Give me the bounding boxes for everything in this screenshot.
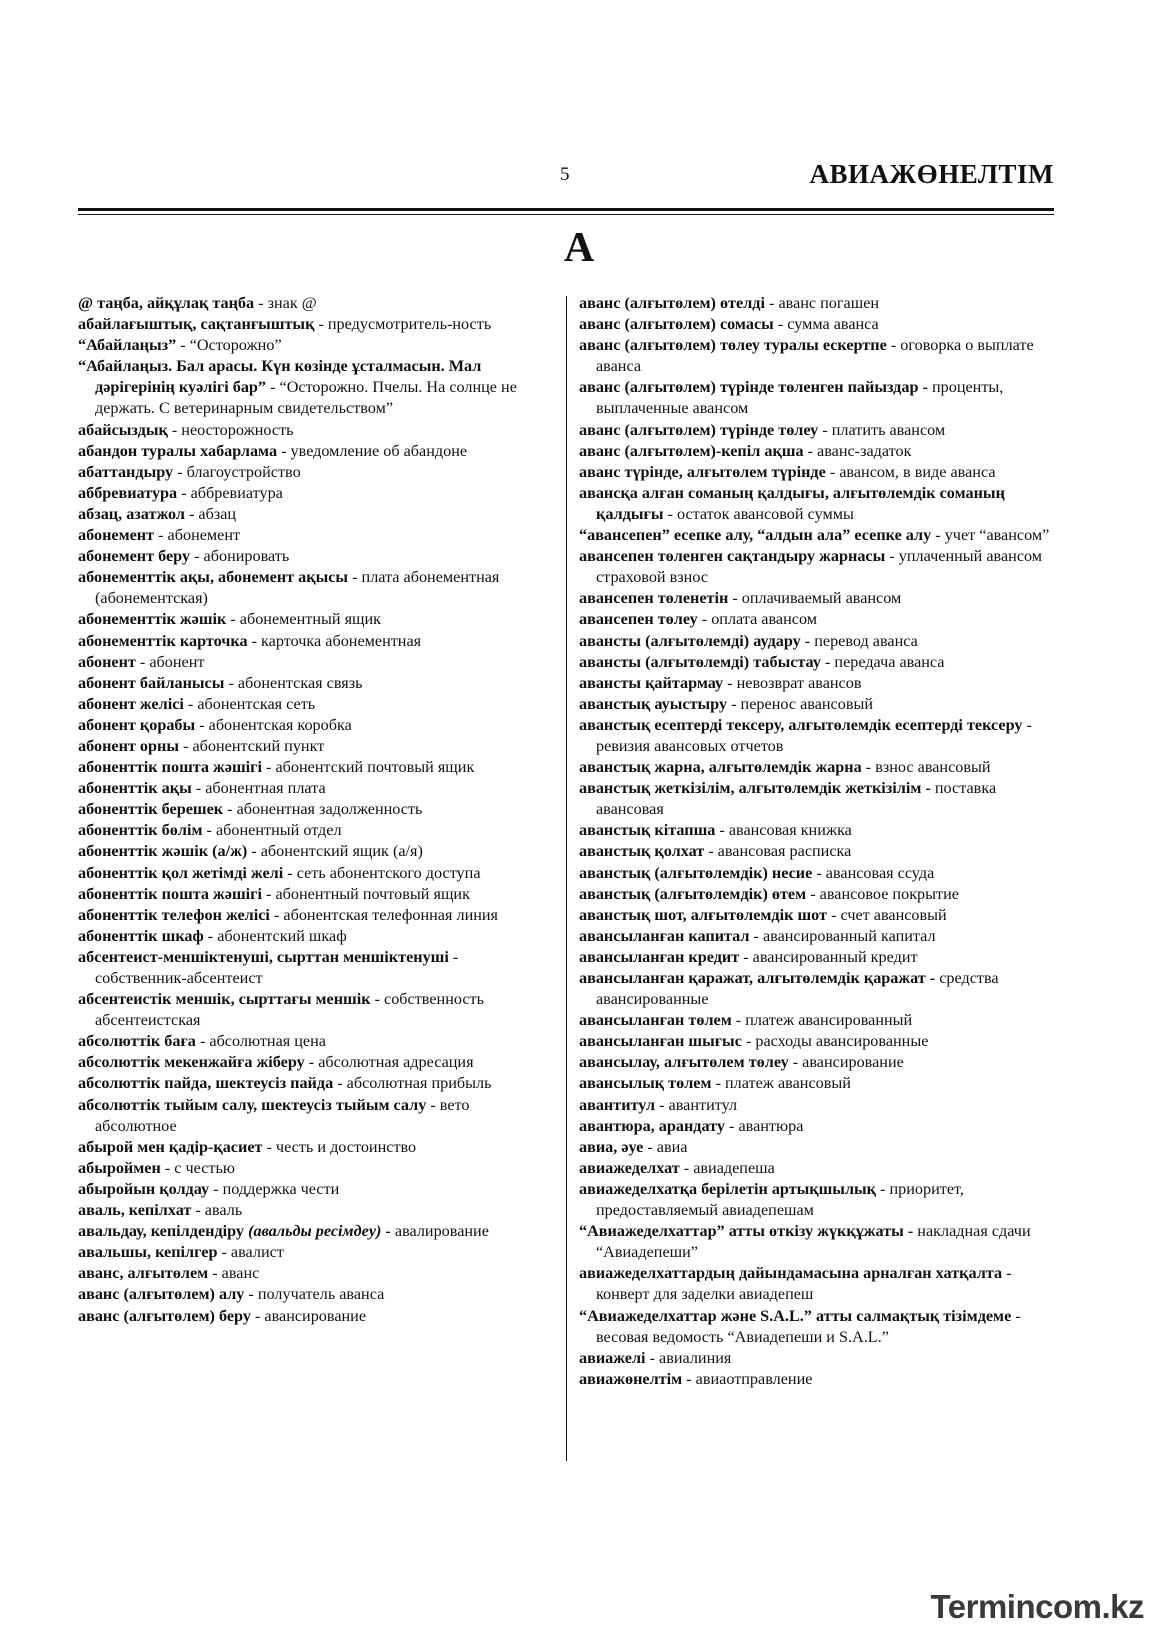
entry-headword: аванс (алғытөлем)-кепіл ақша: [579, 441, 804, 460]
dictionary-entry: [78, 420, 550, 441]
entry-headword: абыройын қолдау: [78, 1179, 210, 1198]
entry-headword: абонент орны: [78, 736, 179, 755]
entry-translation: накладная сдачи “Авиадепеши”: [596, 1222, 1031, 1262]
page-number: 5: [560, 164, 570, 185]
dictionary-entry: [78, 504, 550, 525]
dictionary-entry: [579, 1369, 1055, 1390]
dictionary-entry: [579, 546, 1055, 588]
entry-translation: - аваль: [191, 1201, 243, 1220]
dictionary-entry: [78, 1158, 550, 1179]
entry-headword: аванс (алғытөлем) беру: [78, 1306, 251, 1325]
entry-headword: абайсыздық: [78, 420, 168, 439]
dictionary-entry: [579, 1031, 1055, 1052]
entry-translation: - уведомление об абандоне: [277, 441, 468, 460]
dictionary-entry: [78, 652, 550, 673]
entry-translation: - перенос авансовый: [727, 694, 874, 713]
entry-translation: - абсолютная прибыль: [333, 1074, 492, 1093]
dictionary-entry: [78, 293, 550, 314]
dictionary-entry: [78, 1073, 550, 1094]
entry-translation: - абонировать: [190, 547, 290, 566]
dictionary-entry: [78, 799, 550, 820]
entry-translation: - знак @: [254, 294, 317, 312]
entry-translation: - абонентская телефонная линия: [269, 905, 499, 924]
entry-headword: авиажеделхат: [579, 1158, 680, 1177]
dictionary-entry: [78, 1052, 550, 1073]
entry-translation: - авансирование: [250, 1306, 367, 1325]
entry-translation: - авиа: [643, 1137, 688, 1156]
watermark-logo: Termincom.kz: [930, 1588, 1144, 1625]
entry-headword: абоненттік шкаф: [78, 926, 204, 945]
entry-headword: аванс (алғытөлем) түрінде төлеу: [579, 420, 819, 439]
dictionary-entry: [579, 483, 1055, 525]
entry-headword: абонент қорабы: [78, 715, 196, 734]
dictionary-entry: [78, 1221, 550, 1242]
entry-headword: авиажелі: [579, 1348, 646, 1367]
entry-headword: аванстық (алғытөлемдік) несие: [579, 863, 813, 882]
entry-translation: - абонентская связь: [224, 673, 363, 692]
entry-translation: - абонентский пункт: [178, 736, 325, 755]
entry-translation: - абонентный отдел: [202, 821, 342, 840]
entry-translation: - абонентский почтовый ящик: [262, 758, 475, 777]
entry-headword: авиажеделхатқа берілетін артықшылық: [579, 1179, 876, 1198]
dictionary-entry: [579, 1348, 1055, 1369]
dictionary-entry: [78, 483, 550, 504]
dictionary-entry: [78, 989, 550, 1031]
entry-headword: абонент желісі: [78, 694, 184, 713]
entry-headword: абсентеистік меншік, сырттағы меншік: [78, 990, 371, 1009]
entry-translation: - весовая ведомость “Авиадепеши и S.A.L.”: [596, 1306, 1021, 1346]
running-head: АВИАЖӨНЕЛТІМ: [809, 159, 1054, 189]
dictionary-entry: [78, 757, 550, 778]
entry-translation: - авалист: [217, 1243, 284, 1262]
entry-headword: (авальды ресімдеу): [248, 1222, 382, 1241]
left-column: [78, 293, 550, 1327]
entry-translation: - “Осторожно. Пчелы. На солнце не держать. С ветеринарным свидетельством”: [95, 378, 517, 418]
dictionary-entry: [579, 778, 1055, 820]
entry-translation: - передача аванса: [820, 652, 945, 671]
entry-translation: - перевод аванса: [800, 631, 918, 650]
entry-translation: - собственность абсентеистская: [95, 990, 485, 1030]
entry-headword: @ таңба, айқұлақ таңба: [78, 294, 255, 312]
entry-headword: авансыланған шығыс: [579, 1032, 742, 1051]
dictionary-entry: [78, 1179, 550, 1200]
entry-headword: аваль, кепілхат: [78, 1201, 192, 1220]
dictionary-entry: [78, 841, 550, 862]
entry-translation: - абонент: [135, 652, 205, 671]
entry-translation: - сеть абонентского доступа: [283, 863, 481, 882]
dictionary-entry: [579, 293, 1055, 314]
entry-headword: авансылау, алғытөлем төлеу: [579, 1053, 789, 1072]
dictionary-entry: [579, 1052, 1055, 1073]
dictionary-entry: [579, 1179, 1055, 1221]
entry-headword: авальдау, кепілдендіру: [78, 1222, 249, 1241]
entry-translation: - с честью: [160, 1158, 235, 1177]
entry-translation: - абонентный почтовый ящик: [262, 884, 470, 903]
dictionary-entry: [579, 905, 1055, 926]
entry-translation: - благоустройство: [173, 462, 301, 481]
dictionary-entry: [579, 377, 1055, 419]
entry-translation: - расходы авансированные: [741, 1032, 929, 1051]
entry-headword: абоненттік телефон желісі: [78, 905, 270, 924]
entry-headword: абсентеист-меншіктенуші, сырттан меншіктенуші: [78, 947, 449, 966]
dictionary-entry: [78, 905, 550, 926]
entry-translation: - невозврат авансов: [723, 673, 862, 692]
entry-headword: аванстық жеткізілім, алғытөлемдік жеткізілім -: [579, 779, 935, 798]
entry-translation: - авиаотправление: [682, 1369, 813, 1388]
entry-headword: аванс (алғытөлем) сомасы: [579, 315, 774, 334]
header-rule-thin: [78, 214, 1054, 215]
entry-headword: аванстық есептерді тексеру, алғытөлемдік есептерді тексеру: [579, 715, 1023, 734]
entry-headword: абонементтік жәшік: [78, 610, 227, 629]
entry-translation: - абзац: [184, 504, 237, 523]
entry-translation: - получатель аванса: [244, 1285, 385, 1304]
entry-headword: авансты (алғытөлемді) табыстау: [579, 652, 821, 671]
entry-translation: - платить авансом: [818, 420, 946, 439]
entry-headword: авансыланған қаражат, алғытөлемдік қаражат -: [579, 969, 940, 987]
entry-headword: аванстық шот, алғытөлемдік шот: [579, 905, 827, 924]
column-divider: [566, 296, 567, 1461]
entry-headword: абоненттік берешек: [78, 800, 224, 819]
dictionary-entry: [579, 947, 1055, 968]
entry-headword: абандон туралы хабарлама: [78, 441, 278, 460]
entry-headword: абырой мен қадір-қасиет: [78, 1137, 263, 1156]
entry-headword: авансепен төленетін: [579, 589, 729, 608]
dictionary-entry: [78, 546, 550, 567]
entry-translation: - авансовое покрытие: [806, 884, 959, 903]
dictionary-entry: [78, 335, 550, 356]
entry-headword: абонент: [78, 652, 136, 671]
entry-translation: - авансовая ссуда: [812, 863, 935, 882]
entry-translation: - остаток авансовой суммы: [663, 504, 854, 523]
entry-headword: аванстық жарна, алғытөлемдік жарна: [579, 758, 862, 777]
entry-translation: - абонентная задолженность: [223, 800, 423, 819]
entry-headword: абзац, азатжол: [78, 504, 185, 523]
dictionary-entry: [579, 926, 1055, 947]
entry-translation: авалирование: [394, 1222, 489, 1241]
entry-headword: авансқа алған соманың қалдығы, алғытөлемдік соманың қалдығы: [579, 483, 1005, 523]
entry-headword: аванстық қолхат: [579, 842, 705, 861]
entry-headword: авиа, әуе: [579, 1137, 644, 1156]
dictionary-entry: [579, 441, 1055, 462]
dictionary-entry: [579, 863, 1055, 884]
dictionary-entry: [78, 462, 550, 483]
dictionary-entry: [78, 926, 550, 947]
dictionary-entry: [579, 1306, 1055, 1348]
entry-translation: - платеж авансовый: [711, 1074, 851, 1093]
entry-headword: авальшы, кепілгер: [78, 1243, 218, 1262]
entry-translation: - аббревиатура: [177, 483, 283, 502]
entry-headword: “Авиажеделхаттар және S.A.L.” атты салмақтық тізімдеме: [579, 1306, 1012, 1325]
dictionary-entry: [78, 314, 550, 335]
entry-headword: абайлағыштық, сақтанғыштық: [78, 315, 315, 334]
entry-translation: - авиалиния: [645, 1348, 732, 1367]
entry-translation: - авансовая расписка: [704, 842, 852, 861]
entry-translation: - оплата авансом: [697, 610, 817, 629]
entry-headword: аванстық кітапша: [579, 821, 716, 840]
entry-translation: - абонентная плата: [191, 779, 326, 798]
dictionary-entry: [579, 820, 1055, 841]
dictionary-entry: [579, 1073, 1055, 1094]
dictionary-entry: [579, 1263, 1055, 1305]
entry-headword: аванстық ауыстыру: [579, 694, 728, 713]
entry-translation: - взнос авансовый: [861, 758, 991, 777]
dictionary-entry: [78, 609, 550, 630]
entry-headword: аванс (алғытөлем) алу: [78, 1285, 245, 1304]
entry-headword: аванс түрінде, алғытөлем түрінде: [579, 462, 826, 481]
entry-headword: абсолюттік мекенжайға жіберу: [78, 1053, 305, 1072]
dictionary-entry: [579, 314, 1055, 335]
entry-headword: аванс (алғытөлем) өтелді: [579, 294, 765, 312]
entry-headword: аванс (алғытөлем) түрінде төленген пайыздар -: [579, 378, 932, 397]
dictionary-entry: [78, 1306, 550, 1327]
entry-headword: авиажөнелтім: [579, 1369, 683, 1388]
dictionary-entry: [78, 631, 550, 652]
entry-translation: - авиадепеша: [679, 1158, 775, 1177]
dictionary-entry: [78, 1137, 550, 1158]
entry-translation: - платеж авансированный: [731, 1011, 913, 1030]
entry-headword: авансепен төлеу: [579, 610, 698, 629]
entry-translation: средства авансированные: [596, 969, 999, 1009]
dictionary-entry: [579, 968, 1055, 1010]
dictionary-entry: [579, 1010, 1055, 1031]
entry-translation: - авансовая книжка: [715, 821, 852, 840]
dictionary-entry: [78, 715, 550, 736]
entry-headword: аванс (алғытөлем) төлеу туралы ескертпе: [579, 336, 887, 355]
entry-headword: авансты (алғытөлемді) аудару: [579, 631, 801, 650]
entry-headword: абоненттік қол жетімді желі: [78, 863, 284, 882]
dictionary-entry: [78, 778, 550, 799]
dictionary-entry: [78, 947, 550, 989]
section-letter: А: [563, 225, 595, 271]
entry-headword: абыроймен: [78, 1158, 161, 1177]
entry-translation: поставка авансовая: [596, 779, 997, 819]
entry-translation: - сумма аванса: [773, 315, 879, 334]
entry-translation: - аванс-задаток: [803, 441, 912, 460]
dictionary-entry: [579, 525, 1055, 546]
entry-headword: абоненттік пошта жәшігі: [78, 758, 262, 777]
entry-headword: абоненттік ақы: [78, 779, 192, 798]
entry-headword: абаттандыру: [78, 462, 174, 481]
dictionary-entry: [579, 1158, 1055, 1179]
entry-translation: - авансированный капитал: [749, 926, 936, 945]
entry-headword: авансепен төленген сақтандыру жарнасы: [579, 547, 886, 566]
dictionary-entry: [579, 609, 1055, 630]
entry-translation: - авансирование: [788, 1053, 904, 1072]
entry-translation: - ревизия авансовых отчетов: [596, 715, 1032, 755]
dictionary-entry: [579, 462, 1055, 483]
entry-translation: - предусмотритель-ность: [314, 315, 492, 334]
entry-headword: абонементтік ақы, абонемент ақысы: [78, 568, 349, 587]
dictionary-entry: [78, 1095, 550, 1137]
right-column: [579, 293, 1055, 1390]
dictionary-entry: [78, 673, 550, 694]
dictionary-entry: [78, 1200, 550, 1221]
entry-headword: “Абайлаңыз. Бал арасы. Күн көзінде ұсталмасын. Мал дәрігерінің куәлігі бар”: [78, 357, 482, 397]
entry-headword: аванс, алғытөлем: [78, 1264, 209, 1283]
dictionary-entry: [78, 884, 550, 905]
dictionary-entry: [579, 757, 1055, 778]
dictionary-entry: [78, 863, 550, 884]
dictionary-entry: [78, 567, 550, 609]
entry-translation: - абонементный ящик: [226, 610, 382, 629]
entry-headword: абонемент: [78, 526, 155, 545]
entry-headword: “авансепен” есепке алу, “алдын ала” есепке алу: [579, 526, 932, 545]
entry-headword: авантюра, арандату: [579, 1116, 725, 1135]
entry-headword: абсолюттік пайда, шектеусіз пайда: [78, 1074, 334, 1093]
entry-headword: “Авиажеделхаттар” атты өткізу жүкқұжаты -: [579, 1222, 918, 1241]
entry-translation: - плата абонементная (абонементская): [95, 568, 500, 608]
entry-translation: проценты, выплаченные авансом: [596, 378, 1004, 418]
dictionary-entry: [579, 715, 1055, 757]
dictionary-entry: [78, 694, 550, 715]
entry-headword: авантитул: [579, 1095, 656, 1114]
dictionary-entry: [78, 1263, 550, 1284]
entry-translation: - вето абсолютное: [95, 1095, 470, 1135]
entry-translation: - абонентский ящик (а/я): [247, 842, 423, 861]
dictionary-entry: [78, 1242, 550, 1263]
entry-headword: авансты қайтармау: [579, 673, 724, 692]
entry-headword: аванстық (алғытөлемдік) өтем: [579, 884, 807, 903]
entry-translation: - авантюра: [724, 1116, 804, 1135]
entry-translation: - уплаченный авансом страховой взнос: [596, 547, 1043, 587]
entry-translation: - неосторожность: [167, 420, 294, 439]
dictionary-entry: [579, 884, 1055, 905]
entry-translation: - абсолютная цена: [195, 1032, 326, 1051]
dictionary-entry: [78, 525, 550, 546]
entry-translation: - абонентский шкаф: [203, 926, 347, 945]
entry-translation: - аванс погашен: [764, 294, 880, 312]
dictionary-entry: [579, 1137, 1055, 1158]
entry-translation: - “Осторожно”: [176, 336, 282, 355]
dictionary-entry: [579, 1221, 1055, 1263]
dictionary-entry: [78, 356, 550, 419]
entry-headword: “Абайлаңыз”: [78, 336, 177, 355]
header-rule-thick: [78, 208, 1054, 211]
dictionary-entry: [78, 441, 550, 462]
entry-translation: - учет “авансом”: [931, 526, 1050, 545]
entry-translation: - авантитул: [655, 1095, 738, 1114]
dictionary-entry: [579, 652, 1055, 673]
dictionary-entry: [579, 694, 1055, 715]
entry-headword: аббревиатура: [78, 483, 178, 502]
entry-headword: авансылық төлем: [579, 1074, 712, 1093]
dictionary-entry: [579, 631, 1055, 652]
entry-translation: - аванс: [208, 1264, 260, 1283]
entry-translation: - поддержка чести: [209, 1179, 340, 1198]
entry-translation: - оговорка о выплате аванса: [596, 336, 1034, 376]
entry-headword: абсолюттік баға: [78, 1032, 196, 1051]
dictionary-entry: [579, 420, 1055, 441]
dictionary-entry: [579, 1116, 1055, 1137]
dictionary-entry: [78, 1031, 550, 1052]
entry-headword: авиажеделхаттардың дайындамасына арналған хатқалта: [579, 1264, 1003, 1283]
entry-translation: - абсолютная адресация: [304, 1053, 474, 1072]
entry-translation: - оплачиваемый авансом: [728, 589, 902, 608]
entry-headword: -: [381, 1222, 395, 1241]
dictionary-entry: [78, 820, 550, 841]
dictionary-entry: [78, 736, 550, 757]
entry-headword: абонементтік карточка: [78, 631, 248, 650]
dictionary-entry: [579, 1095, 1055, 1116]
entry-headword: абоненттік жәшік (а/ж): [78, 842, 248, 861]
entry-translation: - авансированный кредит: [739, 947, 918, 966]
dictionary-entry: [579, 841, 1055, 862]
entry-translation: - собственник-абсентеист: [95, 947, 459, 987]
entry-translation: - честь и достоинство: [262, 1137, 417, 1156]
entry-headword: абоненттік бөлім: [78, 821, 203, 840]
entry-translation: - приоритет, предоставляемый авиадепешам: [596, 1179, 964, 1220]
entry-translation: - конверт для заделки авиадепеш: [596, 1264, 1012, 1304]
entry-translation: - абонемент: [154, 526, 241, 545]
entry-translation: - карточка абонементная: [247, 631, 422, 650]
entry-translation: - абонентская коробка: [195, 715, 352, 734]
entry-headword: абонемент беру: [78, 547, 191, 566]
entry-headword: авансыланған капитал: [579, 926, 750, 945]
entry-headword: авансыланған кредит: [579, 947, 740, 966]
dictionary-entry: [579, 588, 1055, 609]
entry-headword: авансыланған төлем: [579, 1011, 732, 1030]
entry-headword: абоненттік пошта жәшігі: [78, 884, 262, 903]
dictionary-entry: [579, 673, 1055, 694]
entry-translation: - абонентская сеть: [183, 694, 316, 713]
dictionary-entry: [579, 335, 1055, 377]
entry-translation: - счет авансовый: [826, 905, 947, 924]
dictionary-entry: [78, 1284, 550, 1305]
entry-headword: абонент байланысы: [78, 673, 225, 692]
entry-translation: - авансом, в виде аванса: [825, 462, 996, 481]
entry-headword: абсолюттік тыйым салу, шектеусіз тыйым салу: [78, 1095, 427, 1114]
